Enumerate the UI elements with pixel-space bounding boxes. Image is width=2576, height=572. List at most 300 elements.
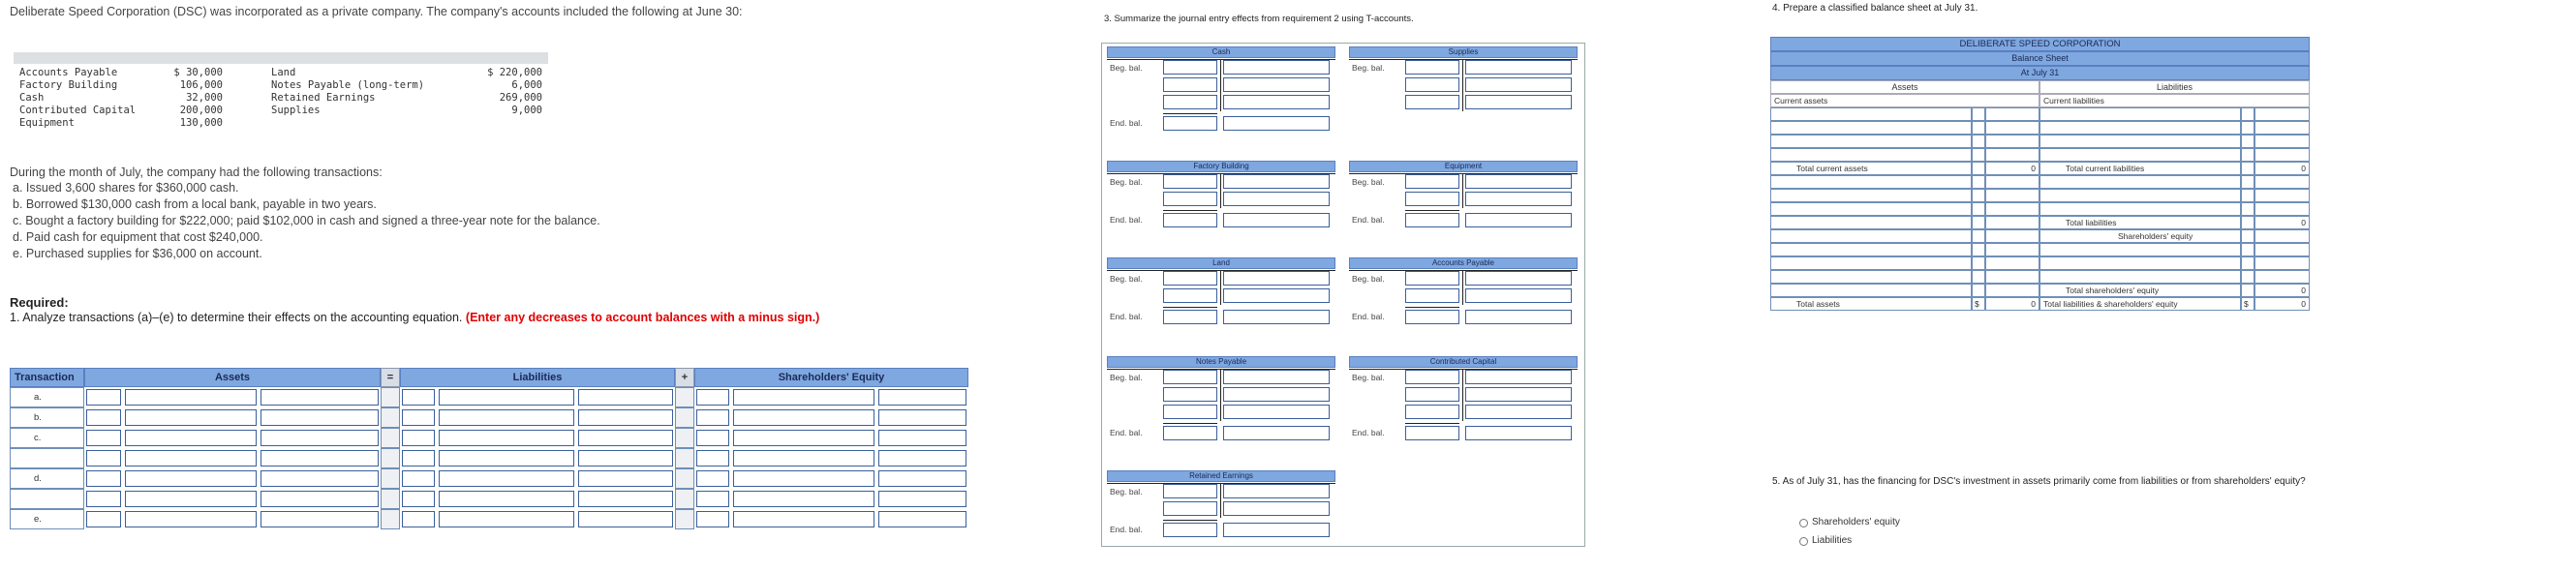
bs-input[interactable]	[1770, 175, 1972, 189]
bs-label: Total liabilities	[2039, 216, 2241, 229]
t-account-title: Factory Building	[1107, 161, 1335, 172]
col-plus: +	[675, 368, 694, 387]
bs-dollar	[2241, 121, 2254, 135]
t-input-end[interactable]	[1405, 426, 1459, 440]
equation-input[interactable]	[439, 511, 574, 527]
option-shareholders-equity: Shareholders' equity	[1812, 517, 1900, 527]
beg-bal-label: Beg. bal.	[1110, 63, 1143, 73]
bs-dollar	[2241, 175, 2254, 189]
t-input-debit[interactable]	[1163, 192, 1217, 206]
t-input-credit[interactable]	[1465, 405, 1572, 419]
t-input-end[interactable]	[1405, 310, 1459, 324]
bs-amount-input[interactable]	[1985, 189, 2039, 202]
equation-input[interactable]	[86, 511, 121, 527]
t-accounts-panel	[1101, 43, 1585, 547]
t-horizontal-line	[1349, 59, 1578, 60]
bs-amount-input[interactable]	[1985, 229, 2039, 243]
bs-dollar	[2241, 107, 2254, 121]
account-name: Retained Earnings	[271, 92, 376, 104]
bs-input[interactable]	[1770, 270, 1972, 284]
account-value: 32,000	[186, 92, 223, 104]
bs-amount-input[interactable]	[1985, 148, 2039, 162]
bs-value: 0	[2254, 284, 2310, 297]
t-total-line	[1405, 423, 1459, 424]
bs-input[interactable]	[2039, 135, 2241, 148]
beg-bal-label: Beg. bal.	[1110, 487, 1143, 497]
account-name: Contributed Capital	[19, 105, 137, 116]
t-input-end[interactable]	[1163, 310, 1217, 324]
t-input-credit[interactable]	[1465, 271, 1572, 286]
t-input-end[interactable]	[1405, 213, 1459, 227]
bs-input[interactable]	[2039, 148, 2241, 162]
bs-dollar	[2241, 270, 2254, 284]
t-input-credit[interactable]	[1223, 192, 1330, 206]
bs-amount-input[interactable]	[1985, 284, 2039, 297]
t-input-credit[interactable]	[1223, 484, 1330, 498]
bs-amount-input[interactable]	[1985, 107, 2039, 121]
bs-value: 0	[2254, 162, 2310, 175]
bs-dollar	[2241, 148, 2254, 162]
bs-value: 0	[2254, 297, 2310, 311]
beg-bal-label: Beg. bal.	[1110, 177, 1143, 187]
t-input-end[interactable]	[1223, 310, 1330, 324]
req4-title: 4. Prepare a classified balance sheet at July 31.	[1772, 3, 1978, 14]
equation-input[interactable]	[261, 409, 379, 426]
beg-bal-label: Beg. bal.	[1352, 177, 1385, 187]
bs-dollar	[1972, 216, 1985, 229]
bs-input[interactable]	[1770, 229, 1972, 243]
equation-input[interactable]	[261, 470, 379, 487]
equation-input[interactable]	[261, 511, 379, 527]
t-input-end[interactable]	[1223, 426, 1330, 440]
t-horizontal-line	[1107, 483, 1335, 484]
equation-input[interactable]	[261, 491, 379, 507]
bs-amount-input[interactable]	[2254, 229, 2310, 243]
plus-spacer	[675, 407, 694, 428]
t-input-end[interactable]	[1163, 116, 1217, 131]
t-account-title: Notes Payable	[1107, 356, 1335, 368]
col-equals: =	[381, 368, 400, 387]
equals-spacer	[381, 387, 400, 407]
account-value: 130,000	[179, 117, 223, 129]
equation-table	[10, 368, 968, 536]
equation-input[interactable]	[86, 389, 121, 406]
equation-input[interactable]	[733, 470, 874, 487]
equation-input[interactable]	[439, 470, 574, 487]
t-input-end[interactable]	[1465, 213, 1572, 227]
plus-spacer	[675, 387, 694, 407]
t-total-line	[1163, 210, 1217, 211]
t-total-line	[1405, 210, 1459, 211]
t-input-credit[interactable]	[1465, 60, 1572, 75]
col-equity: Shareholders' Equity	[694, 368, 968, 387]
t-input-debit[interactable]	[1163, 405, 1217, 419]
equation-input[interactable]	[439, 389, 574, 406]
equation-input[interactable]	[125, 409, 257, 426]
bs-label: Total current assets	[1770, 162, 1972, 175]
equation-input[interactable]	[696, 511, 729, 527]
t-input-end[interactable]	[1223, 116, 1330, 131]
account-name: Cash	[19, 92, 45, 104]
bs-input[interactable]	[1770, 243, 1972, 256]
t-vertical-line	[1462, 369, 1463, 421]
equation-input[interactable]	[878, 470, 966, 487]
t-input-debit[interactable]	[1163, 174, 1217, 189]
t-input-end[interactable]	[1465, 426, 1572, 440]
t-input-debit[interactable]	[1405, 288, 1459, 303]
bs-amount-input[interactable]	[2254, 202, 2310, 216]
t-input-end[interactable]	[1465, 310, 1572, 324]
bs-input[interactable]	[2039, 243, 2241, 256]
equation-input[interactable]	[696, 491, 729, 507]
bs-dollar	[2241, 135, 2254, 148]
bs-input[interactable]	[2039, 175, 2241, 189]
transaction-label: d.	[10, 468, 84, 489]
equation-input[interactable]	[86, 470, 121, 487]
t-account	[1107, 470, 1335, 546]
t-input-credit[interactable]	[1223, 174, 1330, 189]
t-account	[1107, 356, 1335, 449]
t-input-end[interactable]	[1163, 213, 1217, 227]
bs-input[interactable]	[2039, 270, 2241, 284]
t-input-credit[interactable]	[1223, 370, 1330, 384]
t-input-debit[interactable]	[1405, 387, 1459, 402]
equation-input[interactable]	[86, 430, 121, 446]
plus-spacer	[675, 428, 694, 448]
bs-input[interactable]	[2039, 189, 2241, 202]
account-name: Equipment	[19, 117, 75, 129]
bs-dollar	[2241, 229, 2254, 243]
bs-amount-input[interactable]	[1985, 202, 2039, 216]
bs-input[interactable]	[1770, 148, 1972, 162]
end-bal-label: End. bal.	[1110, 312, 1143, 321]
t-input-debit[interactable]	[1163, 60, 1217, 75]
t-input-debit[interactable]	[1163, 501, 1217, 516]
equation-input[interactable]	[125, 511, 257, 527]
t-input-credit[interactable]	[1465, 370, 1572, 384]
bs-amount-input[interactable]	[2254, 121, 2310, 135]
t-input-end[interactable]	[1163, 523, 1217, 537]
t-input-debit[interactable]	[1163, 271, 1217, 286]
t-input-credit[interactable]	[1223, 77, 1330, 92]
bs-amount-input[interactable]	[2254, 107, 2310, 121]
bs-value: 0	[1985, 162, 2039, 175]
equation-input[interactable]	[402, 389, 435, 406]
option-liabilities: Liabilities	[1812, 535, 1853, 546]
accounts-header-band	[14, 52, 548, 64]
bs-input[interactable]	[1770, 216, 1972, 229]
bs-label: Shareholders' equity	[2039, 229, 2241, 243]
transactions-intro: During the month of July, the company had the following transactions:	[10, 166, 383, 179]
equals-spacer	[381, 428, 400, 448]
bs-dollar	[1972, 121, 1985, 135]
t-vertical-line	[1462, 59, 1463, 111]
bs-date: At July 31	[1770, 66, 2310, 80]
bs-amount-input[interactable]	[1985, 175, 2039, 189]
equation-input[interactable]	[439, 491, 574, 507]
equation-input[interactable]	[439, 430, 574, 446]
bs-amount-input[interactable]	[2254, 189, 2310, 202]
bs-input[interactable]	[1770, 189, 1972, 202]
equation-input[interactable]	[696, 389, 729, 406]
t-account-title: Cash	[1107, 46, 1335, 58]
account-name: Notes Payable (long-term)	[271, 79, 425, 91]
t-input-credit[interactable]	[1223, 271, 1330, 286]
plus-spacer	[675, 448, 694, 468]
bs-input[interactable]	[2039, 107, 2241, 121]
t-input-end[interactable]	[1223, 213, 1330, 227]
equation-input[interactable]	[578, 450, 673, 467]
equation-input[interactable]	[696, 409, 729, 426]
bs-dollar	[1972, 256, 1985, 270]
bs-assets-head: Assets	[1770, 80, 2039, 94]
t-account	[1107, 257, 1335, 333]
t-input-end[interactable]	[1163, 426, 1217, 440]
bs-input[interactable]	[2039, 202, 2241, 216]
equals-spacer	[381, 468, 400, 489]
equation-input[interactable]	[578, 470, 673, 487]
t-account-title: Accounts Payable	[1349, 257, 1578, 269]
account-value: 269,000	[499, 92, 542, 104]
col-transaction: Transaction	[10, 368, 84, 387]
end-bal-label: End. bal.	[1352, 215, 1385, 225]
equation-input[interactable]	[261, 450, 379, 467]
bs-amount-input[interactable]	[2254, 135, 2310, 148]
equation-input[interactable]	[733, 389, 874, 406]
t-input-credit[interactable]	[1223, 60, 1330, 75]
t-input-debit[interactable]	[1405, 370, 1459, 384]
t-total-line	[1163, 423, 1217, 424]
t-account-title: Retained Earnings	[1107, 470, 1335, 482]
equation-input[interactable]	[696, 470, 729, 487]
bs-input[interactable]	[2039, 121, 2241, 135]
t-input-debit[interactable]	[1405, 95, 1459, 109]
t-input-credit[interactable]	[1465, 174, 1572, 189]
end-bal-label: End. bal.	[1110, 428, 1143, 437]
bs-amount-input[interactable]	[1985, 135, 2039, 148]
equation-input[interactable]	[86, 409, 121, 426]
bs-dollar: $	[2241, 297, 2254, 311]
equation-input[interactable]	[125, 470, 257, 487]
req5-question: 5. As of July 31, has the financing for DSC's investment in assets primarily come from liabilities or from shareholders' equity?	[1772, 476, 2306, 487]
bs-amount-input[interactable]	[2254, 175, 2310, 189]
beg-bal-label: Beg. bal.	[1352, 274, 1385, 284]
bs-amount-input[interactable]	[2254, 243, 2310, 256]
bs-dollar	[2241, 284, 2254, 297]
account-value: 200,000	[179, 105, 223, 116]
bs-dollar	[2241, 243, 2254, 256]
equation-input[interactable]	[733, 430, 874, 446]
equation-input[interactable]	[125, 450, 257, 467]
bs-amount-input[interactable]	[1985, 256, 2039, 270]
equation-input[interactable]	[878, 430, 966, 446]
t-input-debit[interactable]	[1405, 77, 1459, 92]
account-name: Supplies	[271, 105, 321, 116]
end-bal-label: End. bal.	[1352, 312, 1385, 321]
t-input-credit[interactable]	[1465, 387, 1572, 402]
required-item1-text: 1. Analyze transactions (a)–(e) to determine their effects on the accounting equation.	[10, 311, 463, 324]
end-bal-label: End. bal.	[1110, 118, 1143, 128]
bs-input[interactable]	[1770, 256, 1972, 270]
equation-input[interactable]	[402, 470, 435, 487]
transaction-label: b.	[10, 407, 84, 428]
t-input-debit[interactable]	[1163, 288, 1217, 303]
col-liabilities: Liabilities	[400, 368, 675, 387]
bs-label: Total assets	[1770, 297, 1972, 311]
t-horizontal-line	[1107, 173, 1335, 174]
equation-input[interactable]	[878, 389, 966, 406]
account-value: $ 30,000	[173, 67, 223, 78]
bs-label: Total shareholders' equity	[2039, 284, 2241, 297]
bs-label: Total current liabilities	[2039, 162, 2241, 175]
bs-amount-input[interactable]	[2254, 270, 2310, 284]
t-vertical-line	[1462, 270, 1463, 305]
beg-bal-label: Beg. bal.	[1110, 274, 1143, 284]
t-total-line	[1163, 520, 1217, 521]
account-value: $ 220,000	[487, 67, 542, 78]
t-total-line	[1163, 113, 1217, 114]
equation-input[interactable]	[733, 409, 874, 426]
equation-input[interactable]	[878, 511, 966, 527]
t-input-debit[interactable]	[1163, 77, 1217, 92]
equation-input[interactable]	[578, 430, 673, 446]
t-total-line	[1405, 307, 1459, 308]
bs-input[interactable]	[1770, 121, 1972, 135]
t-input-debit[interactable]	[1163, 95, 1217, 109]
equation-input[interactable]	[261, 430, 379, 446]
t-input-debit[interactable]	[1405, 271, 1459, 286]
equation-input[interactable]	[578, 491, 673, 507]
bs-dollar	[1972, 175, 1985, 189]
t-account	[1107, 161, 1335, 236]
t-input-credit[interactable]	[1223, 95, 1330, 109]
bs-dollar	[2241, 256, 2254, 270]
t-input-credit[interactable]	[1223, 405, 1330, 419]
bs-amount-input[interactable]	[1985, 216, 2039, 229]
bs-input[interactable]	[1770, 107, 1972, 121]
equation-input[interactable]	[733, 511, 874, 527]
equation-input[interactable]	[402, 491, 435, 507]
bs-amount-input[interactable]	[2254, 148, 2310, 162]
equation-input[interactable]	[578, 511, 673, 527]
transaction-item: d. Paid cash for equipment that cost $240,000.	[13, 230, 263, 244]
beg-bal-label: Beg. bal.	[1352, 63, 1385, 73]
equation-input[interactable]	[439, 450, 574, 467]
equation-input[interactable]	[696, 450, 729, 467]
t-input-debit[interactable]	[1163, 370, 1217, 384]
bs-amount-input[interactable]	[2254, 256, 2310, 270]
t-input-debit[interactable]	[1405, 192, 1459, 206]
bs-input[interactable]	[2039, 256, 2241, 270]
bs-dollar	[1972, 107, 1985, 121]
bs-dollar	[1972, 284, 1985, 297]
equation-input[interactable]	[402, 450, 435, 467]
equation-input[interactable]	[696, 430, 729, 446]
transaction-label	[10, 489, 84, 509]
equation-input[interactable]	[125, 491, 257, 507]
bs-statement: Balance Sheet	[1770, 51, 2310, 66]
radio-shareholders-equity[interactable]	[1799, 519, 1808, 527]
equation-input[interactable]	[86, 450, 121, 467]
t-input-debit[interactable]	[1163, 484, 1217, 498]
bs-amount-input[interactable]	[1985, 121, 2039, 135]
equation-input[interactable]	[439, 409, 574, 426]
bs-dollar	[1972, 162, 1985, 175]
equation-input[interactable]	[733, 491, 874, 507]
bs-input[interactable]	[1770, 284, 1972, 297]
t-input-credit[interactable]	[1223, 501, 1330, 516]
t-account	[1349, 46, 1578, 118]
t-input-debit[interactable]	[1405, 60, 1459, 75]
req3-title: 3. Summarize the journal entry effects from requirement 2 using T-accounts.	[1104, 14, 1414, 24]
t-account	[1349, 356, 1578, 449]
equation-input[interactable]	[402, 430, 435, 446]
account-value: 6,000	[511, 79, 542, 91]
equation-input[interactable]	[878, 409, 966, 426]
equation-input[interactable]	[878, 491, 966, 507]
account-value: 9,000	[511, 105, 542, 116]
bs-dollar	[2241, 189, 2254, 202]
transaction-item: b. Borrowed $130,000 cash from a local bank, payable in two years.	[13, 197, 377, 211]
t-input-credit[interactable]	[1465, 288, 1572, 303]
t-input-debit[interactable]	[1163, 387, 1217, 402]
transaction-label: a.	[10, 387, 84, 407]
t-input-credit[interactable]	[1223, 387, 1330, 402]
t-account	[1107, 46, 1335, 139]
bs-amount-input[interactable]	[1985, 270, 2039, 284]
bs-input[interactable]	[1770, 135, 1972, 148]
balance-sheet	[1770, 37, 2310, 376]
beg-bal-label: Beg. bal.	[1352, 373, 1385, 382]
bs-input[interactable]	[1770, 202, 1972, 216]
t-input-debit[interactable]	[1405, 405, 1459, 419]
account-name: Accounts Payable	[19, 67, 118, 78]
t-account-title: Contributed Capital	[1349, 356, 1578, 368]
equation-input[interactable]	[402, 511, 435, 527]
required-item1	[10, 310, 862, 325]
t-input-end[interactable]	[1223, 523, 1330, 537]
t-input-credit[interactable]	[1223, 288, 1330, 303]
t-horizontal-line	[1107, 270, 1335, 271]
equation-input[interactable]	[125, 430, 257, 446]
t-vertical-line	[1220, 369, 1221, 421]
required-item1-note: (Enter any decreases to account balances with a minus sign.)	[465, 311, 820, 324]
equation-input[interactable]	[578, 409, 673, 426]
t-horizontal-line	[1107, 59, 1335, 60]
bs-current-liabilities: Current liabilities	[2039, 94, 2310, 107]
t-input-credit[interactable]	[1465, 77, 1572, 92]
equation-input[interactable]	[86, 491, 121, 507]
equation-input[interactable]	[125, 389, 257, 406]
t-input-credit[interactable]	[1465, 192, 1572, 206]
transaction-item: c. Bought a factory building for $222,000; paid $102,000 in cash and signed a three-year note for the balance.	[13, 214, 600, 227]
end-bal-label: End. bal.	[1110, 525, 1143, 534]
t-input-credit[interactable]	[1465, 95, 1572, 109]
bs-dollar	[2241, 162, 2254, 175]
bs-amount-input[interactable]	[1985, 243, 2039, 256]
equation-input[interactable]	[402, 409, 435, 426]
equation-input[interactable]	[878, 450, 966, 467]
radio-liabilities[interactable]	[1799, 537, 1808, 546]
equation-input[interactable]	[261, 389, 379, 406]
bs-value: 0	[2254, 216, 2310, 229]
bs-dollar	[1972, 135, 1985, 148]
equation-input[interactable]	[578, 389, 673, 406]
t-horizontal-line	[1349, 173, 1578, 174]
transaction-label: c.	[10, 428, 84, 448]
t-input-debit[interactable]	[1405, 174, 1459, 189]
equation-input[interactable]	[733, 450, 874, 467]
